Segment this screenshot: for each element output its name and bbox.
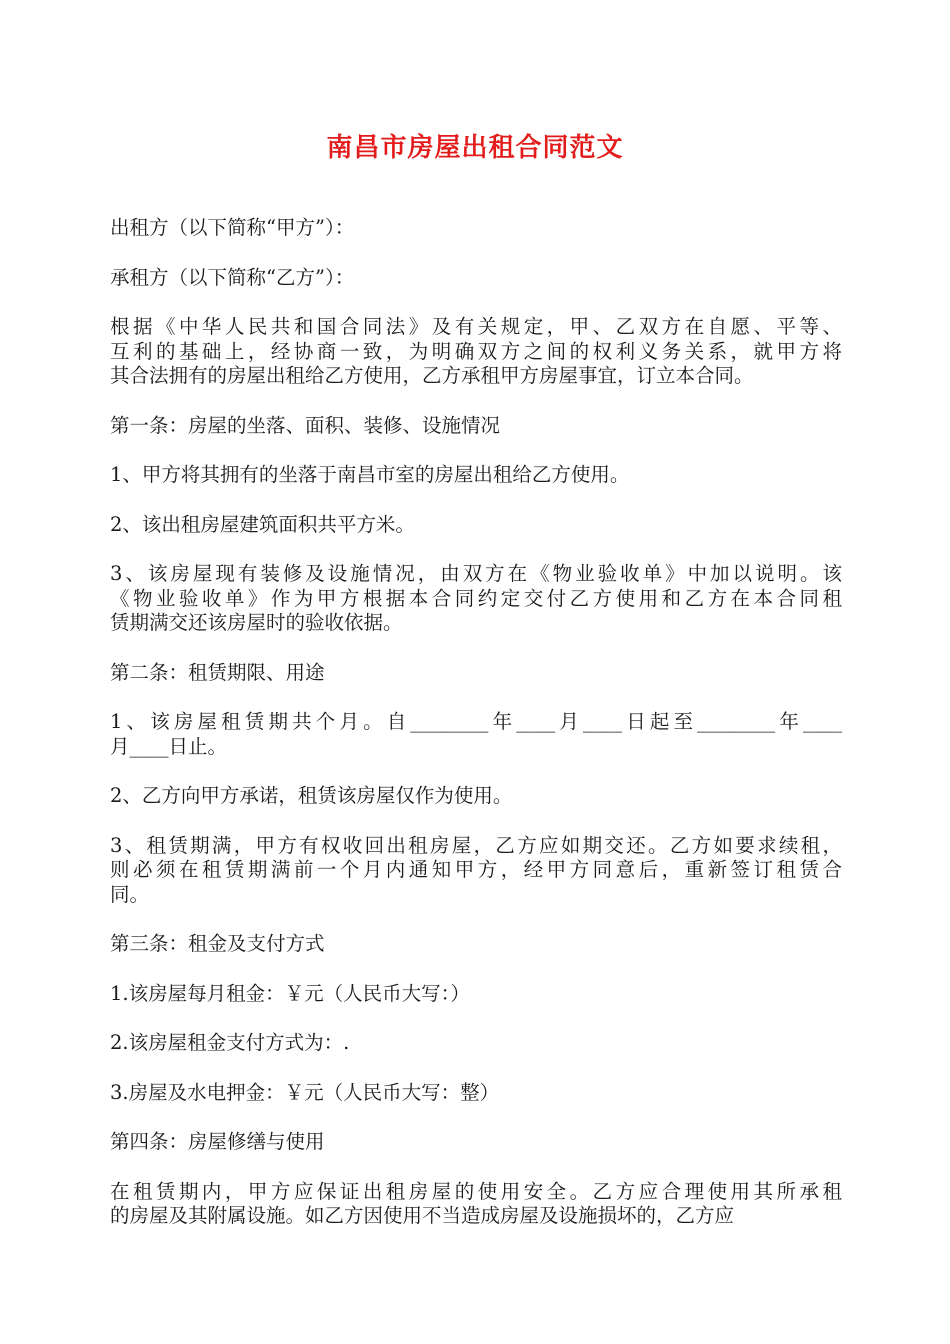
paragraph-line: 第三条：租金及支付方式	[110, 932, 325, 955]
paragraph	[110, 266, 842, 291]
paragraph	[110, 513, 842, 538]
paragraph	[110, 216, 842, 241]
paragraph-line: 赁期满交还该房屋时的验收依据。	[110, 611, 403, 634]
paragraph	[110, 1031, 842, 1056]
paragraph-line: 则必须在租赁期满前一个月内通知甲方，经甲方同意后，重新签订租赁合	[110, 858, 842, 881]
paragraph-line: 1、甲方将其拥有的坐落于南昌市室的房屋出租给乙方使用。	[110, 463, 630, 486]
paragraph-line: 3、租赁期满，甲方有权收回出租房屋，乙方应如期交还。乙方如要求续租，	[110, 833, 842, 857]
paragraph	[110, 932, 842, 957]
paragraph-line: 3、该房屋现有装修及设施情况，由双方在《物业验收单》中加以说明。该	[110, 562, 842, 585]
paragraph	[110, 1180, 842, 1229]
paragraph	[110, 834, 842, 908]
paragraph	[110, 982, 842, 1007]
document-body	[110, 216, 842, 1254]
paragraph-line: 2.该房屋租金支付方式为：.	[110, 1031, 350, 1054]
paragraph-line: 2、该出租房屋建筑面积共平方米。	[110, 512, 415, 536]
paragraph-line: 第一条：房屋的坐落、面积、装修、设施情况	[110, 413, 501, 437]
document-title: 南昌市房屋出租合同范文	[326, 133, 624, 163]
paragraph	[110, 784, 842, 809]
paragraph-line: 3.房屋及水电押金：￥元（人民币大写：整）	[110, 1080, 500, 1104]
paragraph-line: 其合法拥有的房屋出租给乙方使用，乙方承租甲方房屋事宜，订立本合同。	[110, 364, 754, 387]
paragraph-line: 承租方（以下简称“乙方”）：	[110, 265, 355, 289]
paragraph-line: 出租方（以下简称“甲方”）：	[110, 216, 355, 239]
paragraph-line: 第二条：租赁期限、用途	[110, 660, 325, 684]
paragraph-line: 月____日止。	[110, 734, 228, 758]
paragraph-line: 1.该房屋每月租金：￥元（人民币大写：）	[110, 981, 470, 1005]
paragraph	[110, 414, 842, 439]
paragraph-line: 第四条：房屋修缮与使用	[110, 1130, 325, 1153]
paragraph	[110, 315, 842, 389]
paragraph-line: 2、乙方向甲方承诺，租赁该房屋仅作为使用。	[110, 784, 513, 807]
paragraph	[110, 1081, 842, 1106]
paragraph	[110, 1130, 842, 1155]
paragraph-line: 的房屋及其附属设施。如乙方因使用不当造成房屋及设施损坏的，乙方应	[110, 1204, 735, 1227]
paragraph-line: 《物业验收单》作为甲方根据本合同约定交付乙方使用和乙方在本合同租	[110, 586, 842, 610]
paragraph-line: 在租赁期内，甲方应保证出租房屋的使用安全。乙方应合理使用其所承租	[110, 1179, 842, 1203]
paragraph	[110, 463, 842, 488]
paragraph-line: 互利的基础上，经协商一致，为明确双方之间的权利义务关系，就甲方将	[110, 339, 842, 363]
paragraph	[110, 562, 842, 636]
paragraph-line: 同。	[110, 882, 150, 906]
paragraph-line: 1、该房屋租赁期共个月。自________年____月____日起至________年____	[110, 710, 842, 733]
paragraph	[110, 710, 842, 759]
paragraph-line: 根据《中华人民共和国合同法》及有关规定，甲、乙双方在自愿、平等、	[110, 315, 842, 338]
paragraph	[110, 661, 842, 686]
